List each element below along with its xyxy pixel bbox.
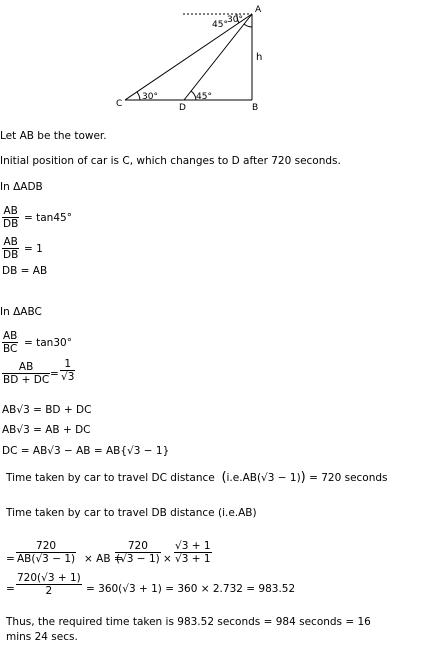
numerator: 720(√3 + 1) [17,572,81,584]
denominator: (√3 − 1) [116,553,160,565]
eq-sign-1: = [6,553,15,565]
fraction-ab-bd-dc [2,361,50,386]
denominator: BD + DC [3,374,50,386]
numerator: 1 [60,358,75,371]
eq-one: = 1 [24,243,43,255]
numerator: AB [3,236,18,248]
numerator: 720 [16,540,76,553]
fraction-one-root3 [60,358,75,383]
denominator: DB [3,218,19,230]
time-db-text: Time taken by car to travel DB distance [6,507,215,519]
time-db-paren: (i.e.AB) [217,507,257,519]
fraction-720-ab [16,540,76,565]
eq-sign-2: = [6,583,15,595]
conclusion-line-1: Thus, the required time taken is 983.52 seconds = 984 seconds = 16 [6,616,371,628]
numerator: √3 + 1 [175,540,211,552]
line-initial-position: Initial position of car is C, which changes to D after 720 seconds. [0,155,341,167]
conclusion-line-2: mins 24 secs. [6,631,78,643]
line-time-db [6,507,257,519]
times-ab: × AB = [84,553,123,565]
fraction-ab-db-2 [2,236,19,261]
denominator: √3 + 1 [175,553,211,565]
line-ca [125,14,252,100]
label-angle-d: 45° [196,92,212,102]
time-dc-suffix: = 720 seconds [309,472,388,484]
numerator: AB [3,205,18,217]
line-final-value: = 360(√3 + 1) = 360 × 2.732 = 983.52 [86,583,296,595]
label-angle-c: 30° [142,92,158,102]
line-ab-root3-bd-dc: AB√3 = BD + DC [2,404,92,416]
fraction-720-root [115,540,161,565]
line-let-ab: Let AB be the tower. [0,130,107,142]
fraction-ab-bc [2,330,18,355]
eq-tan30: = tan30° [24,337,72,349]
numerator: AB [2,361,50,374]
label-a: A [255,5,262,15]
time-dc-paren: i.e.AB(√3 − 1) [226,472,301,484]
heading-triangle-adb: In ΔADB [0,181,43,193]
line-dc-eq: DC = AB√3 − AB = AB{√3 − 1} [2,445,170,457]
denominator: AB(√3 − 1) [17,553,76,565]
times-sign: × [163,553,172,565]
eq-tan45: = tan45° [24,212,72,224]
label-angle-top-45: 45° [212,20,228,30]
line-ab-root3-ab-dc: AB√3 = AB + DC [2,424,91,436]
angle-arc-c [137,92,140,100]
label-h: h [256,52,263,63]
fraction-720-root-2 [16,572,82,597]
denominator: √3 [61,371,75,383]
angle-arc-top-30 [244,24,252,27]
label-b: B [252,103,259,113]
label-angle-top-30: 30° [227,15,243,25]
numerator: 720 [115,540,161,553]
fraction-rationalize [174,540,212,565]
numerator: AB [3,330,18,342]
fraction-ab-db [2,205,19,230]
line-time-dc: Time taken by car to travel DC distance (i.e.AB(√3 − 1)) = 720 seconds [6,470,388,485]
heading-triangle-abc: In ΔABC [0,306,42,318]
label-d: D [179,103,186,113]
denominator: 2 [45,585,53,597]
line-db-eq-ab: DB = AB [2,265,48,277]
denominator: BC [3,343,18,355]
tower-diagram [0,0,430,115]
radicand: 3 [67,371,75,383]
time-dc-prefix: Time taken by car to travel DC distance [6,472,215,484]
eq-sign: = [50,368,59,380]
denominator: DB [3,249,19,261]
label-c: C [116,99,123,109]
